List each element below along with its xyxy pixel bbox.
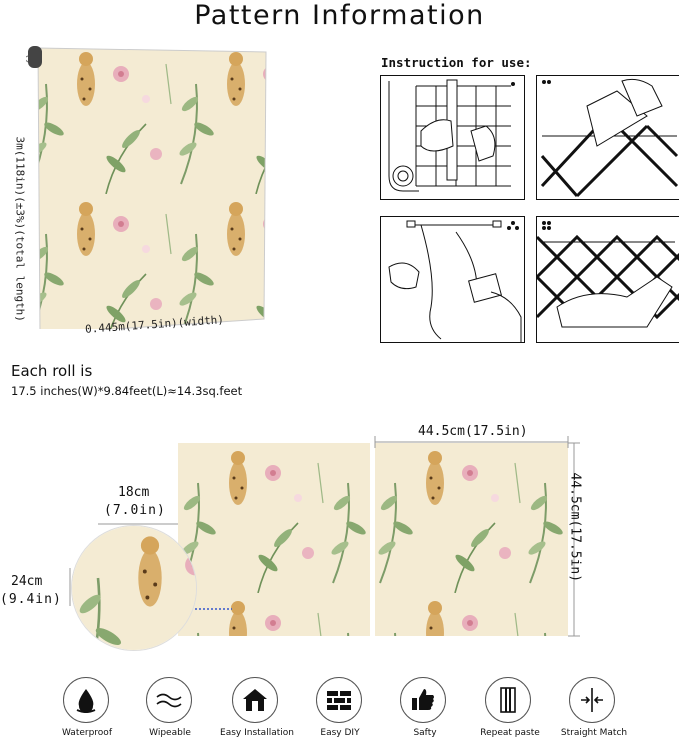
feature-label-easy-installation: Easy Installation [220, 728, 294, 738]
feature-label-easy-diy: Easy DIY [320, 728, 360, 738]
feature-waterproof [63, 677, 113, 723]
instructions-title: Instruction for use: [381, 55, 532, 70]
repeat-paste-icon [485, 677, 531, 723]
circle-width-label: 18cm [118, 485, 150, 500]
circle-height-in-label: (9.4in) [0, 592, 62, 607]
thumbs-up-icon [400, 677, 446, 723]
circle-width-in-label: (7.0in) [104, 503, 166, 518]
feature-easy-installation [232, 677, 282, 723]
house-icon [232, 677, 278, 723]
feature-safty [400, 677, 450, 723]
feature-easy-diy [316, 677, 366, 723]
zoom-circle [71, 525, 197, 651]
summary-line-2: 17.5 inches(W)*9.84feet(L)≈14.3sq.feet [11, 384, 243, 398]
feature-repeat-paste [485, 677, 535, 723]
brick-wall-icon [316, 677, 362, 723]
roll-width-label: 0.445m(17.5in)(width) [84, 313, 225, 336]
feature-straight-match [569, 677, 619, 723]
feature-label-safty: Safty [413, 728, 437, 738]
repeat-width-label: 44.5cm(17.5in) [418, 424, 528, 439]
feature-label-waterproof: Waterproof [61, 728, 112, 738]
repeat-height-label: 44.5cm(17.5in) [567, 472, 583, 583]
feature-wipeable [146, 677, 196, 723]
roll-height-label: 3m(118in)(±3%)(total length) [13, 136, 27, 322]
feature-label-wipeable: Wipeable [149, 728, 191, 738]
wave-icon [146, 677, 192, 723]
water-drop-icon [63, 677, 109, 723]
feature-label-straight-match: Straight Match [560, 728, 628, 738]
summary-line-1: Each roll is [11, 362, 93, 380]
circle-height-label: 24cm [11, 574, 43, 589]
feature-label-repeat-paste: Repeat paste [480, 728, 540, 738]
page-title: Pattern Information [194, 0, 485, 31]
straight-match-icon [569, 677, 615, 723]
